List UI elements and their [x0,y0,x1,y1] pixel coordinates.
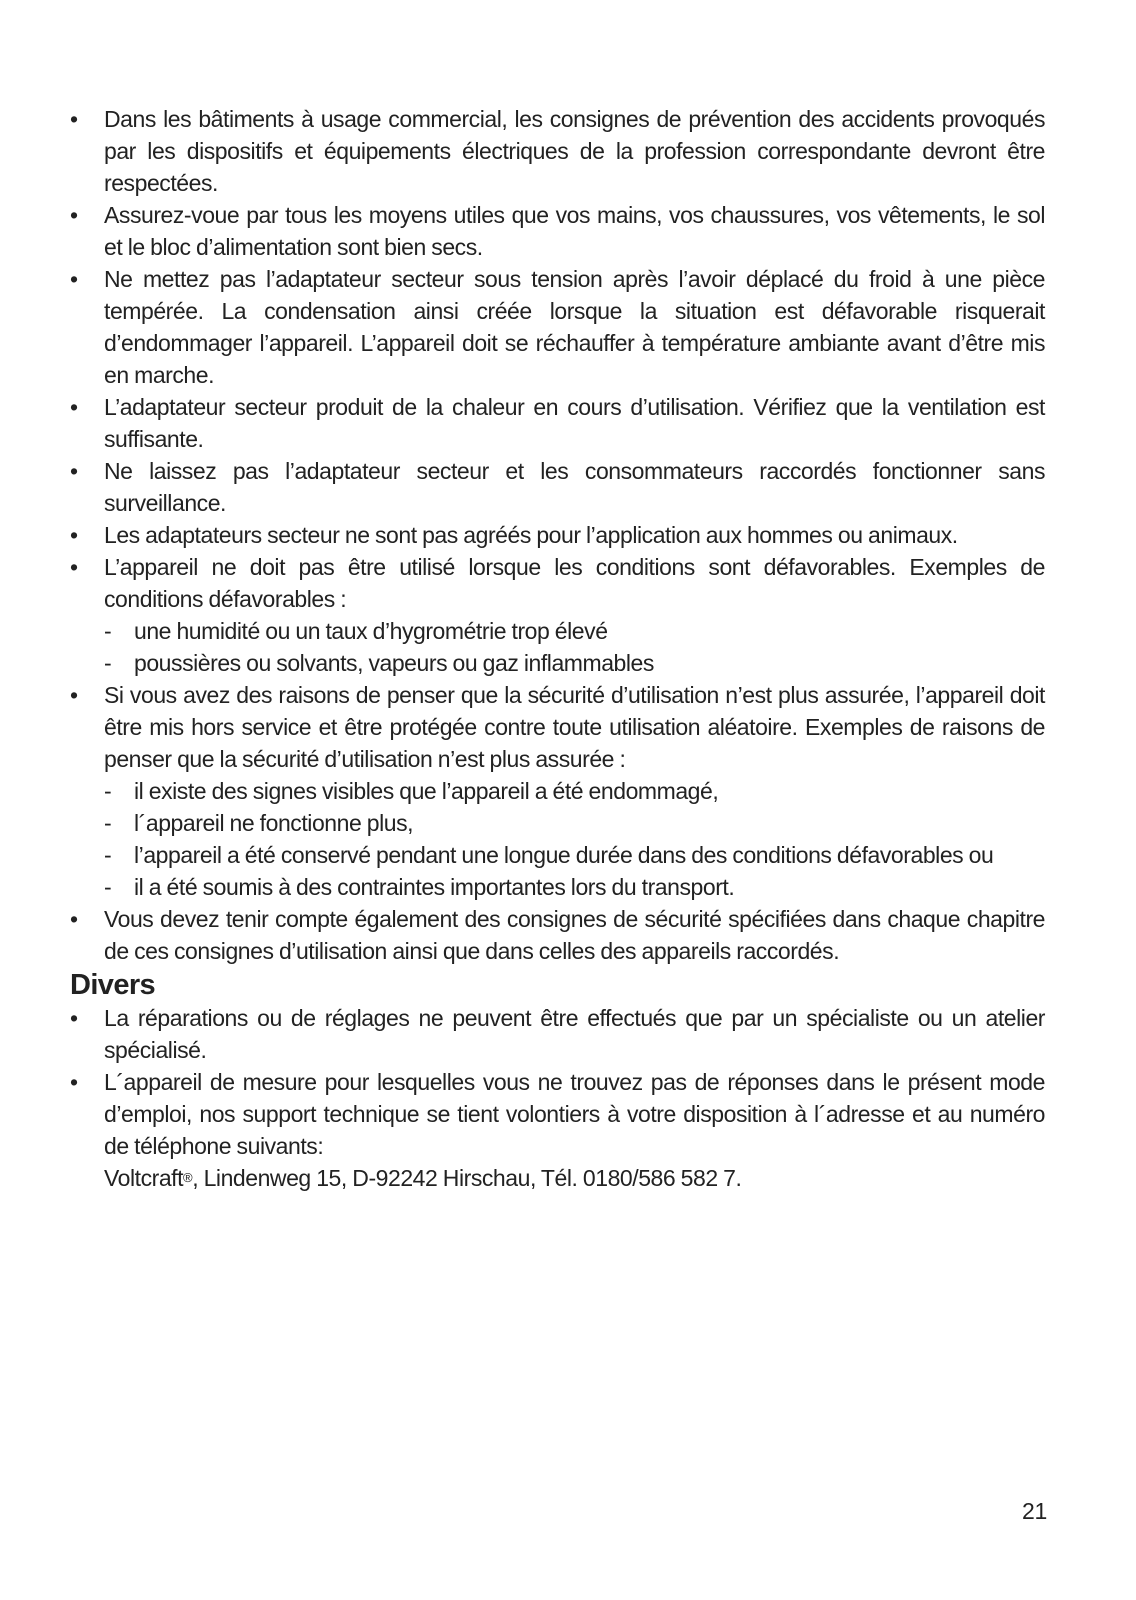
dash-marker: - [104,874,112,900]
list-item-text: Dans les bâtiments à usage commercial, les consignes de prévention des accidents provoqués par les dispositifs et équipements électriques de la profession correspondante devront être respectées. [104,106,1045,196]
list-item-text: Vous devez tenir compte également des consignes de sécurité spécifiées dans chaque chapitre de ces consignes d’utilisation ainsi que dans celles des appareils raccordés. [104,906,1045,964]
dash-marker: - [104,618,112,644]
sub-list-item-text: poussières ou solvants, vapeurs ou gaz inflammables [134,650,654,676]
bullet-marker: • [70,1069,78,1095]
sub-list-item [104,775,1045,807]
divers-list [70,1002,1045,1194]
sub-list-item-text: il existe des signes visibles que l’appareil a été endommagé, [134,778,719,804]
dash-marker: - [104,650,112,676]
registered-trademark: ® [183,1170,193,1185]
bullet-marker: • [70,522,78,548]
sub-list-item-text: l’appareil a été conservé pendant une longue durée dans des conditions défavorables ou [134,842,994,868]
bullet-marker: • [70,682,78,708]
bullet-marker: • [70,106,78,132]
bullet-marker: • [70,1005,78,1031]
section-heading-divers: Divers [70,969,156,1001]
bullet-marker: • [70,458,78,484]
bullet-marker: • [70,906,78,932]
list-item [70,391,1045,455]
sub-list-item [104,839,1045,871]
list-item [70,199,1045,263]
page-content [70,103,1045,1194]
list-item [70,1066,1045,1194]
list-item-text: L’adaptateur secteur produit de la chaleur en cours d’utilisation. Vérifiez que la ventilation est suffisante. [104,394,1045,452]
contact-details: , Lindenweg 15, D-92242 Hirschau, Tél. 0180/586 582 7. [192,1165,742,1191]
sub-list-item [104,615,1045,647]
sub-list-item [104,871,1045,903]
contact-address [104,1162,1045,1194]
list-item-text: Ne laissez pas l’adaptateur secteur et les consommateurs raccordés fonctionner sans surveillance. [104,458,1045,516]
sub-list-item-text: il a été soumis à des contraintes importantes lors du transport. [134,874,735,900]
sub-list-item [104,807,1045,839]
list-item [70,263,1045,391]
safety-list [70,103,1045,967]
dash-marker: - [104,810,112,836]
list-item [70,455,1045,519]
list-item-text: L’appareil ne doit pas être utilisé lorsque les conditions sont défavorables. Exemples de conditions défavorables : [104,554,1045,612]
list-item [70,679,1045,903]
list-item [70,519,1045,551]
list-item-text: La réparations ou de réglages ne peuvent être effectués que par un spécialiste ou un atelier spécialisé. [104,1005,1045,1063]
bullet-marker: • [70,394,78,420]
bullet-marker: • [70,554,78,580]
dash-marker: - [104,778,112,804]
sub-list-item-text: l´appareil ne fonctionne plus, [134,810,414,836]
list-item-text: Assurez-voue par tous les moyens utiles que vos mains, vos chaussures, vos vêtements, le sol et le bloc d’alimentation sont bien secs. [104,202,1045,260]
list-item-text: Si vous avez des raisons de penser que la sécurité d’utilisation n’est plus assurée, l’appareil doit être mis hors service et être protégée contre toute utilisation aléatoire. Exemples de raisons de penser que la sécurité d’utilisation n’est plus assurée : [104,682,1045,772]
sub-list-item [104,647,1045,679]
sub-list-item-text: une humidité ou un taux d’hygrométrie trop élevé [134,618,608,644]
page-number: 21 [1022,1498,1047,1524]
bullet-marker: • [70,266,78,292]
list-item-text: Les adaptateurs secteur ne sont pas agréés pour l’application aux hommes ou animaux. [104,522,958,548]
bullet-marker: • [70,202,78,228]
brand-name: Voltcraft [104,1165,184,1191]
unfavorable-conditions-list [104,615,1045,679]
list-item [70,103,1045,199]
list-item [70,903,1045,967]
list-item [70,551,1045,679]
list-item [70,1002,1045,1066]
list-item-text: L´appareil de mesure pour lesquelles vous ne trouvez pas de réponses dans le présent mode d’emploi, nos support technique se tient volontiers à votre disposition à l´adresse et au numéro de téléphone suivants: [104,1069,1045,1159]
unsafe-reasons-list [104,775,1045,903]
dash-marker: - [104,842,112,868]
list-item-text: Ne mettez pas l’adaptateur secteur sous tension après l’avoir déplacé du froid à une pièce tempérée. La condensation ainsi créée lorsque la situation est défavorable risquerait d’endommager l’appareil. L’appareil doit se réchauffer à température ambiante avant d’être mis en marche. [104,266,1045,388]
